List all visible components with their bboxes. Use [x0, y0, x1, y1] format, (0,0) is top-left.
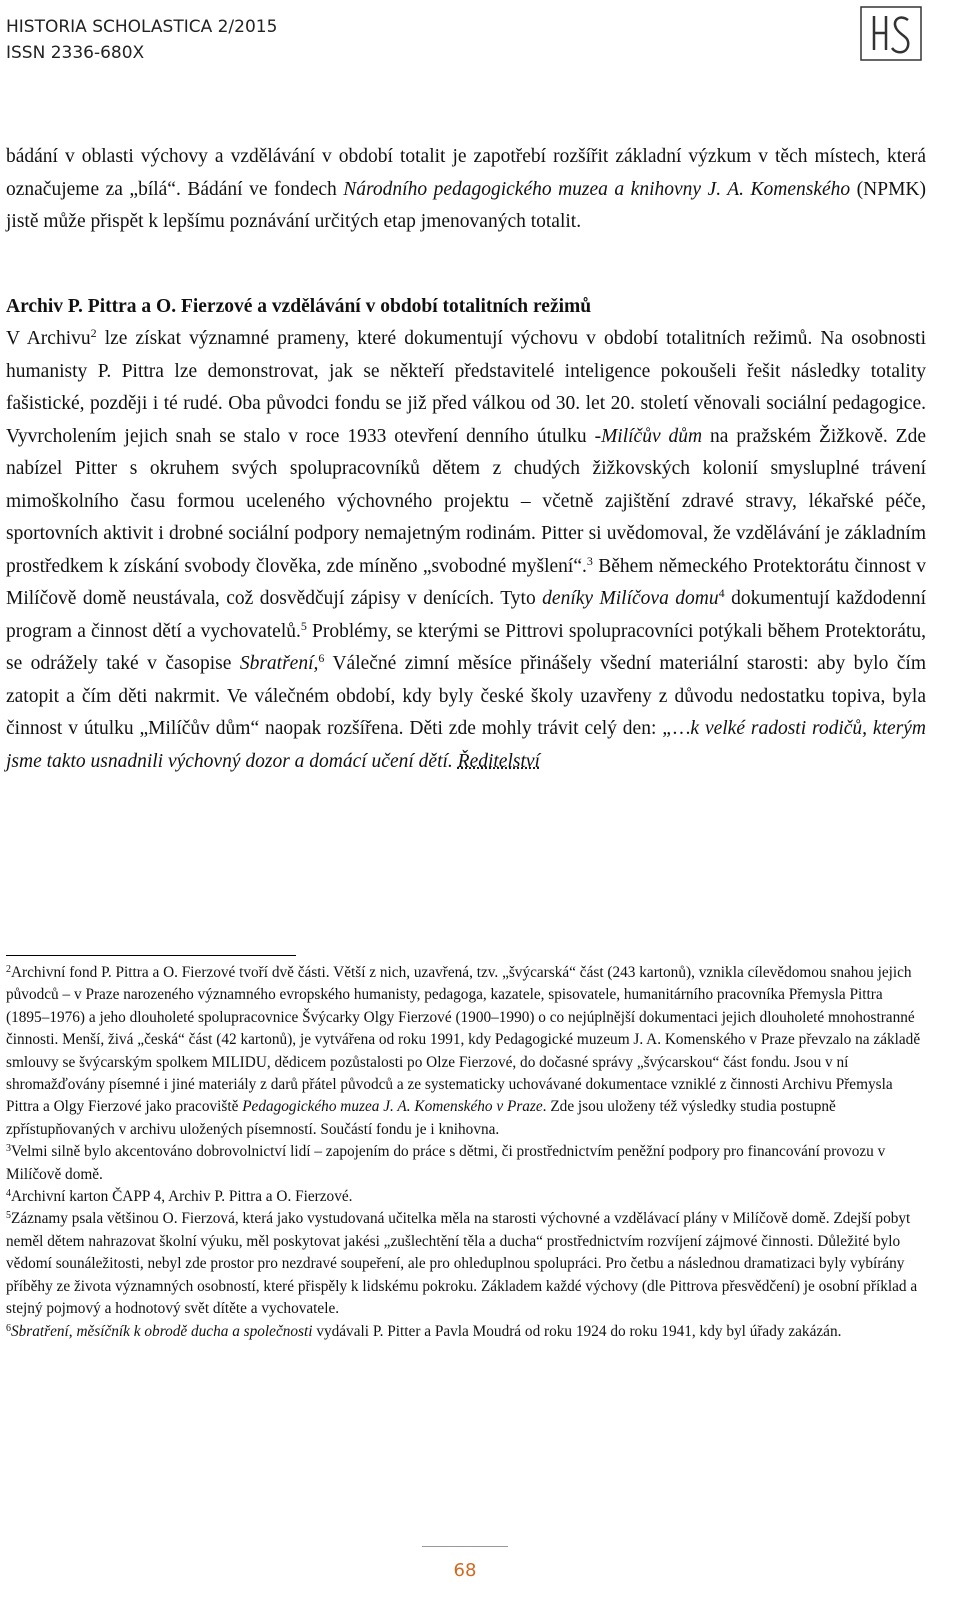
article-body — [6, 141, 926, 778]
page-number-rule — [422, 1546, 508, 1547]
footnote-3: $^3$Velmi silně bylo akcentováno dobrovolnictví lidí – zapojením do práce s dětmi, či prostřednictvím peněžní podpory pro financování provozu v Milíčově domě. — [6, 1143, 886, 1183]
footnote-ref-2: 2 — [90, 326, 97, 340]
page-number: 68 — [453, 1560, 477, 1581]
footnote-ref-5: 5 — [300, 618, 307, 633]
section-heading: Archiv P. Pittra a O. Fierzové a vzdělávání v období totalitních režimů — [6, 295, 592, 317]
running-header — [6, 14, 277, 66]
footnote-5: $^5$Záznamy psala většinou O. Fierzová, která jako vystudovaná učitelka měla na starosti výchovné a vzdělávací plány v Milíčově domě. Zdejší pobyt neměl dětem nahrazovat školní výuku, měl poskytovat jakési „zušlechtění těla a ducha“ prostřednictvím rozvíjení zájmové činnosti. Důležité bylo vědomí sounáležitosti, nebyl zde prostor pro nezdravé soupeření, ale pro ohleduplnou spolupráci. Pro četbu a následnou dramatizaci byly vybírány příběhy ze života významných osobností, které přispěly k lidskému pokroku. Základem každé výchovy (dle Pittrova přesvědčení) je osobní příklad a stejný pojmový a hodnotový svět dítěte a vychovatele. — [6, 1210, 918, 1318]
footnote-separator — [6, 955, 296, 956]
journal-title: HISTORIA SCHOLASTICA 2/2015 — [6, 17, 278, 37]
journal-logo-icon — [860, 6, 922, 61]
paragraph-archive: V Archivu$^2$ lze získat významné prameny, které dokumentují výchovu v období totalitních režimů. Na osobnosti humanisty P. Pittra lze demonstrovat, jak se někteří představitelé inteligence pokoušeli řešit následky totality fašistické, později i té rudé. Oba původci fondu se již před válkou od 30. let 20. století věnovali sociální pedagogice. Vyvrcholením jejich snah se stalo v roce 1933 otevření denního útulku -Milíčův dům na pražském Žižkově. Zde nabízel Pitter s okruhem svých spolupracovníků dětem z chudých žižkovských kolonií smysluplné trávení mimoškolního času formou uceleného výchovného projektu – včetně zajištění zdravé stravy, lékařské péče, sportovních aktivit i drobné sociální podpory nemajetným rodinám. Pitter si uvědomoval, že vzdělávání je základním prostředkem k získání svobody člověka, zde míněno „svobodné myšlení“.$^3$ Během německého Protektorátu činnost v Milíčově domě neustávala, což dosvědčují zápisy v denících. Tyto deníky Milíčova domu$^4$ dokumentují každodenní program a činnost dětí a vychovatelů.$^5$ Problémy, se kterými se Pittrovi spolupracovníci potýkali během Protektorátu, se odrážely také v časopise Sbratření,$^6$ Válečné zimní měsíce přinášely všední materiální starosti: aby bylo čím zatopit a čím děti nakrmit. Ve válečném období, kdy byly české školy uzavřeny z důvodu nedostatku topiva, byla činnost v útulku „Milíčův dům“ naopak rozšířena. Děti zde mohly trávit celý den: „…k velké radosti rodičů, kterým jsme takto usnadnili výchovný dozor a domácí učení dětí. Ředitelství — [6, 326, 927, 772]
footnotes — [6, 962, 921, 1343]
footnote-4: $^4$Archivní karton ČAPP 4, Archiv P. Pittra a O. Fierzové. — [6, 1188, 353, 1206]
issn: ISSN 2336-680X — [6, 43, 145, 63]
paragraph-intro: bádání v oblasti výchovy a vzdělávání v období totalit je zapotřebí rozšířit základní výzkum v těch místech, která označujeme za „bílá“. Bádání ve fondech Národního pedagogického muzea a knihovny J. A. Komenského (NPMK) jistě může přispět k lepšímu poznávání určitých etap jmenovaných totalit. — [6, 146, 926, 232]
footnote-ref-3: 3 — [586, 553, 593, 568]
footnote-ref-4: 4 — [718, 586, 725, 600]
footnote-6: $^6$Sbratření, měsíčník k obrodě ducha a společnosti vydávali P. Pitter a Pavla Moudrá od roku 1924 do roku 1941, kdy byl úřady zakázán. — [6, 1322, 842, 1340]
footnote-ref-6: 6 — [318, 651, 325, 665]
footnote-2: $^2$Archivní fond P. Pittra a O. Fierzové tvoří dvě části. Větší z nich, uzavřená, tzv. „švýcarská“ část (243 kartonů), vznikla cílevědomou snahou jejich původců – v Praze narozeného významného evropského humanisty, pedagoga, kazatele, spisovatele, humanitárního pracovníka Přemysla Pittra (1895–1976) a jeho dlouholeté spolupracovnice Švýcarky Olgy Fierzové (1900–1990) o co nejúplnější dokumentaci jejich dlouholeté mnohostranné činnosti. Menší, živá „česká“ část (42 kartonů), je vytvářena od roku 1991, kdy Pedagogické muzeum J. A. Komenského v Praze převzalo na základě smlouvy se švýcarským spolkem MILIDU, dědicem pozůstalosti po Olze Fierzové, do dočasné správy „švýcarskou“ část fondu. Jsou v ní shromažďovány písemné i jiné materiály z darů přátel původců a ze systematicky uchovávané dokumentace vzniklé z činnosti Archivu Přemysla Pittra a Olgy Fierzové jako pracoviště Pedagogického muzea J. A. Komenského v Praze. Zde jsou uloženy též výsledky studia postupně zpřístupňovaných v archivu uložených písemností. Součástí fondu je i knihovna. — [6, 964, 921, 1138]
